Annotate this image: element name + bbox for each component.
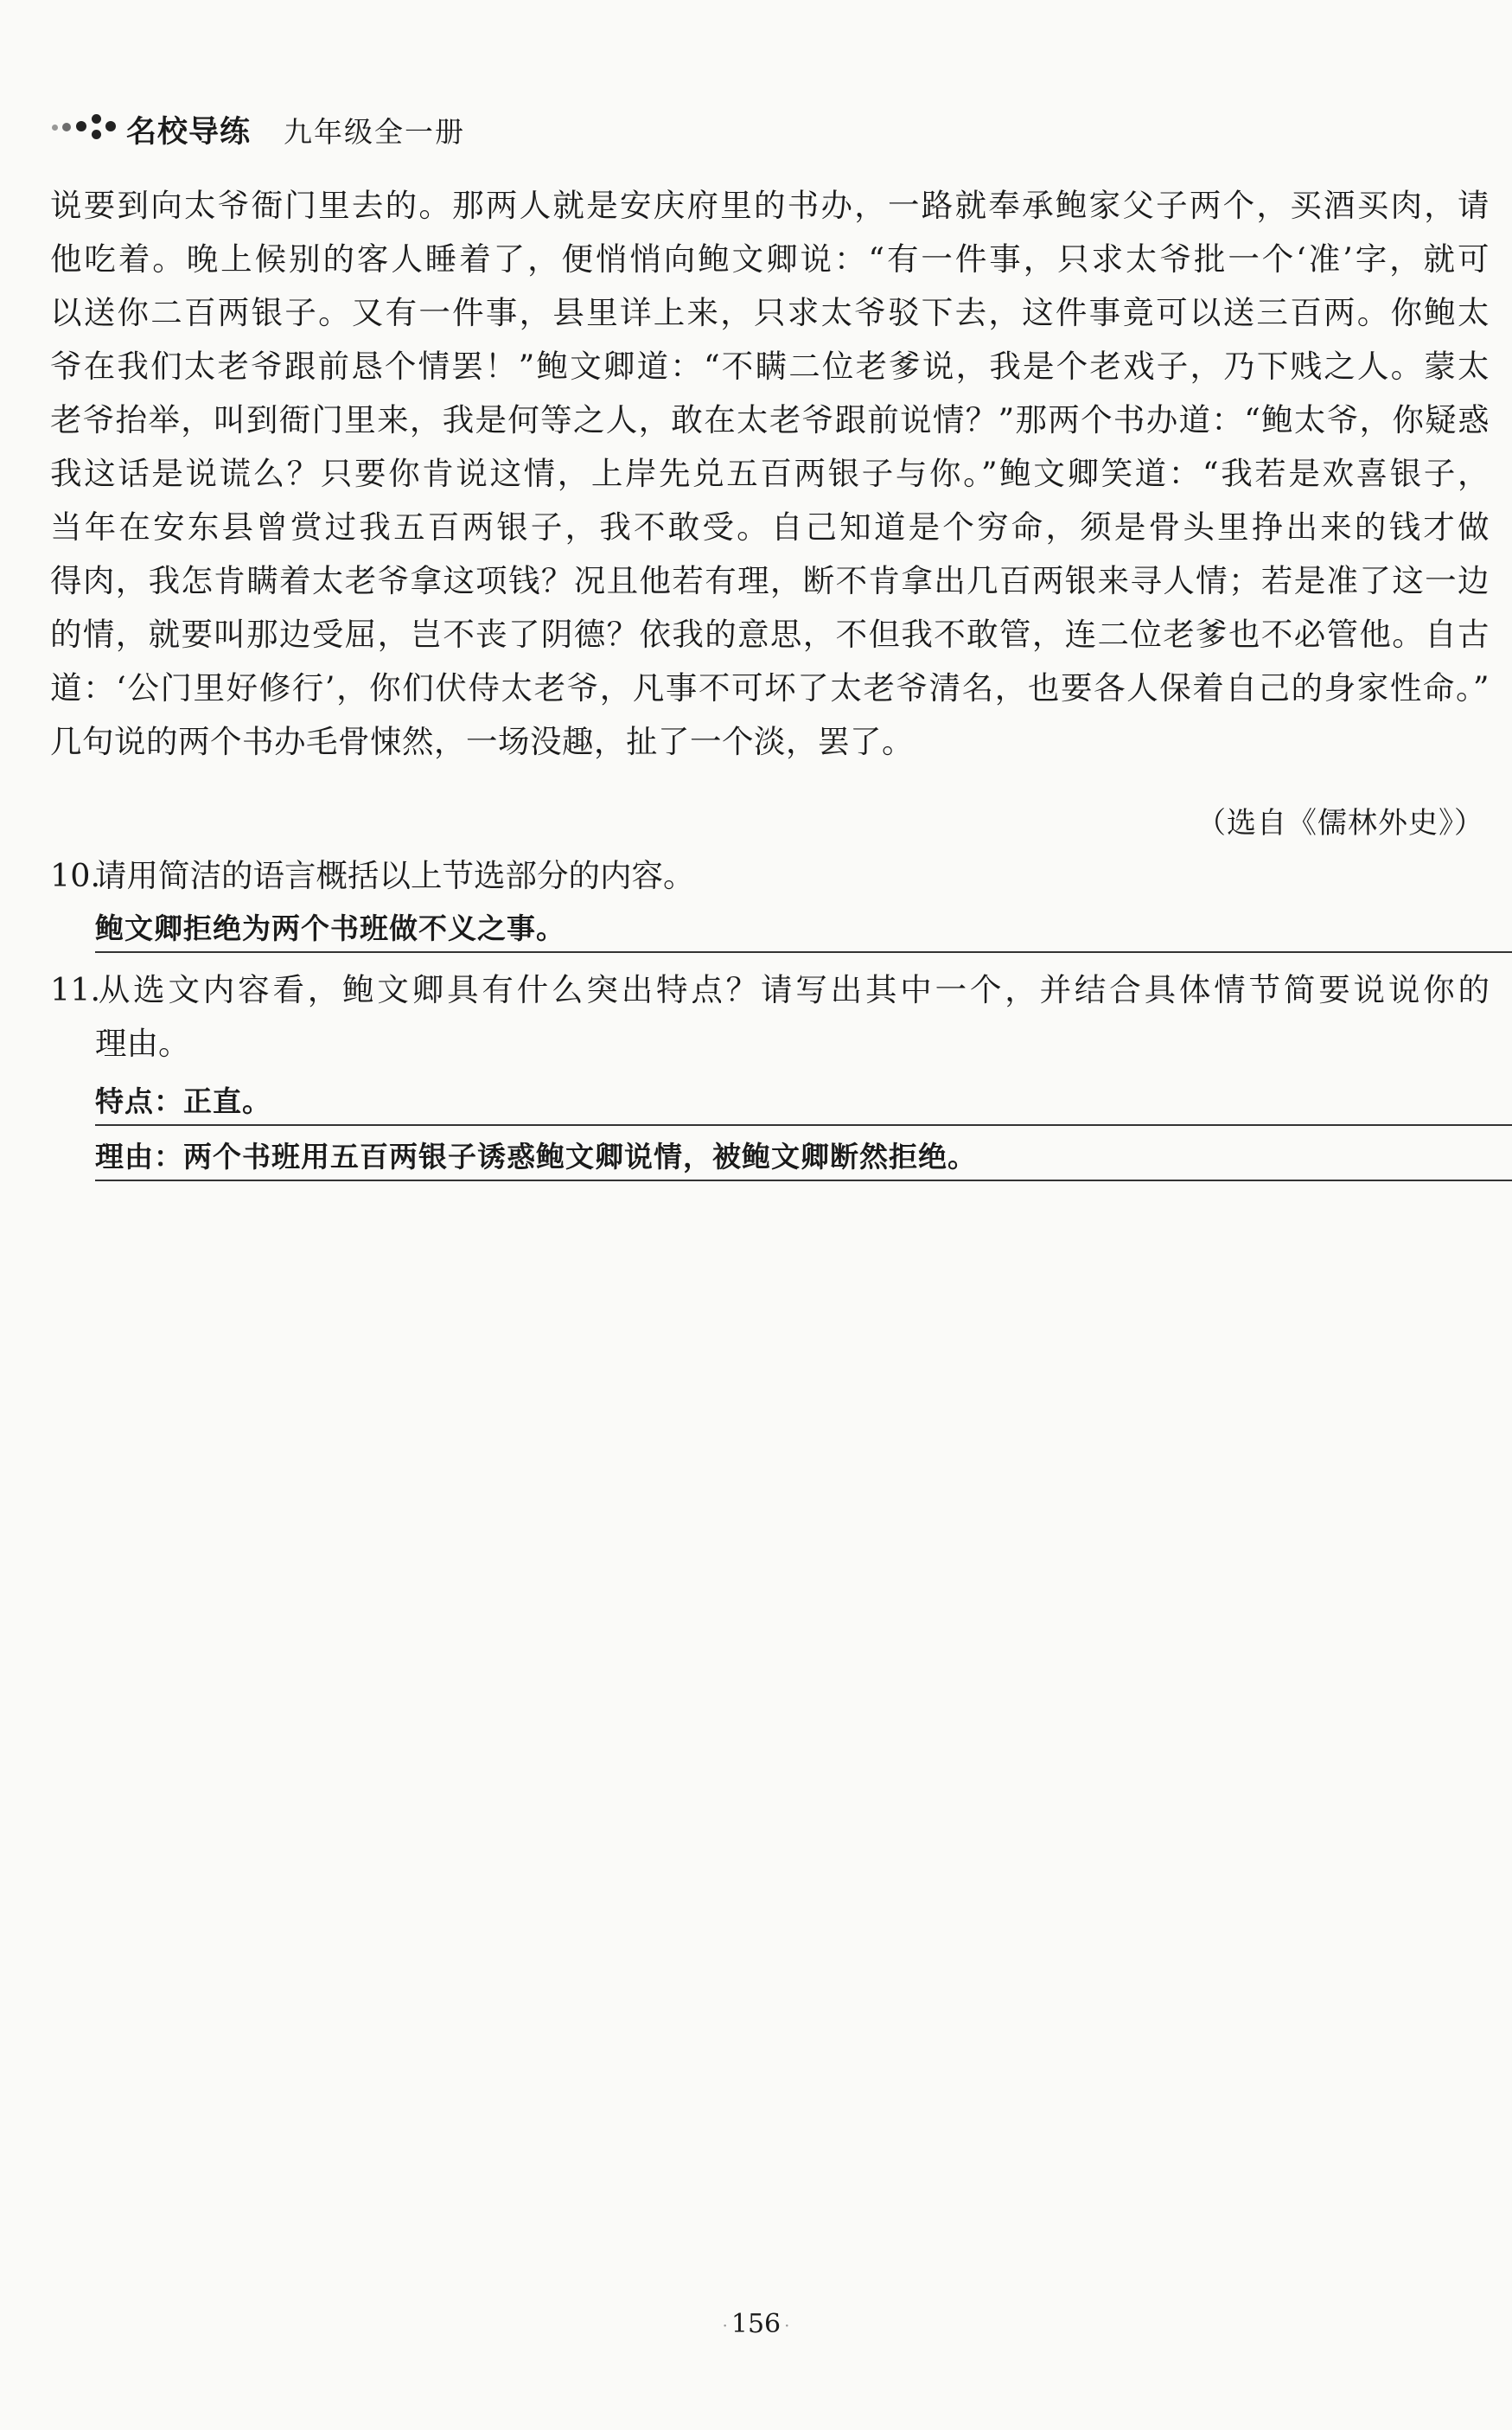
page-header	[50, 106, 465, 154]
answer-line: 鲍文卿拒绝为两个书班做不义之事。	[95, 906, 1512, 953]
question-text: 请用简洁的语言概括以上节选部分的内容。	[95, 857, 695, 894]
passage-source: （选自《儒林外史》）	[1196, 806, 1484, 841]
passage-line: 得肉，我怎肯瞒着太老爷拿这项钱？况且他若有理，断不肯拿出几百两银来寻人情；若是准了这一边	[50, 562, 1490, 599]
passage-line: 说要到向太爷衙门里去的。那两人就是安庆府里的书办，一路就奉承鲍家父子两个，买酒买肉，请	[50, 187, 1490, 224]
passage-line: 几句说的两个书办毛骨悚然，一场没趣，扯了一个淡，罢了。	[50, 723, 914, 760]
question-10	[50, 849, 1490, 903]
passage-line: 当年在安东县曾赏过我五百两银子，我不敢受。自己知道是个穷命，须是骨头里挣出来的钱才做	[50, 508, 1490, 546]
passage-line: 老爷抬举，叫到衙门里来，我是何等之人，敢在太老爷跟前说情？”那两个书办道：“鲍太爷，你疑惑	[50, 401, 1490, 438]
book-grade-label: 九年级全一册	[284, 114, 466, 149]
page-number: · 156 ·	[722, 2309, 790, 2339]
passage-line: 以送你二百两银子。又有一件事，县里详上来，只求太爷驳下去，这件事竟可以送三百两。你鲍太	[50, 294, 1490, 331]
answer-line: 特点：正直。	[95, 1079, 1512, 1126]
passage-line: 他吃着。晚上候别的客人睡着了，便悄悄向鲍文卿说：“有一件事，只求太爷批一个‘准’字，就可	[50, 240, 1490, 278]
question-text: 从选文内容看，鲍文卿具有什么突出特点？请写出其中一个，并结合具体情节简要说说你的	[95, 971, 1490, 1008]
question-number: 11.	[50, 971, 101, 1008]
question-number: 10.	[50, 857, 101, 894]
dots-logo-icon	[50, 112, 119, 147]
passage-line: 的情，就要叫那边受屈，岂不丧了阴德？依我的意思，不但我不敢管，连二位老爹也不必管他。自古	[50, 616, 1490, 653]
question-text: 理由。	[95, 1025, 190, 1062]
passage-line: 我这话是说谎么？只要你肯说这情，上岸先兑五百两银子与你。”鲍文卿笑道：“我若是欢喜银子，	[50, 455, 1490, 492]
passage-line: 道：‘公门里好修行’，你们伏侍太老爷，凡事不可坏了太老爷清名，也要各人保着自己的身家性命。”	[50, 669, 1490, 707]
question-11	[50, 963, 1490, 1071]
page-number-text: 156	[730, 2309, 782, 2339]
passage-line: 爷在我们太老爷跟前恳个情罢！”鲍文卿道：“不瞒二位老爹说，我是个老戏子，乃下贱之人。蒙太	[50, 348, 1490, 385]
reading-passage	[50, 179, 1490, 769]
answer-line: 理由：两个书班用五百两银子诱惑鲍文卿说情，被鲍文卿断然拒绝。	[95, 1135, 1512, 1181]
book-brand-title: 名校导练	[126, 115, 252, 150]
